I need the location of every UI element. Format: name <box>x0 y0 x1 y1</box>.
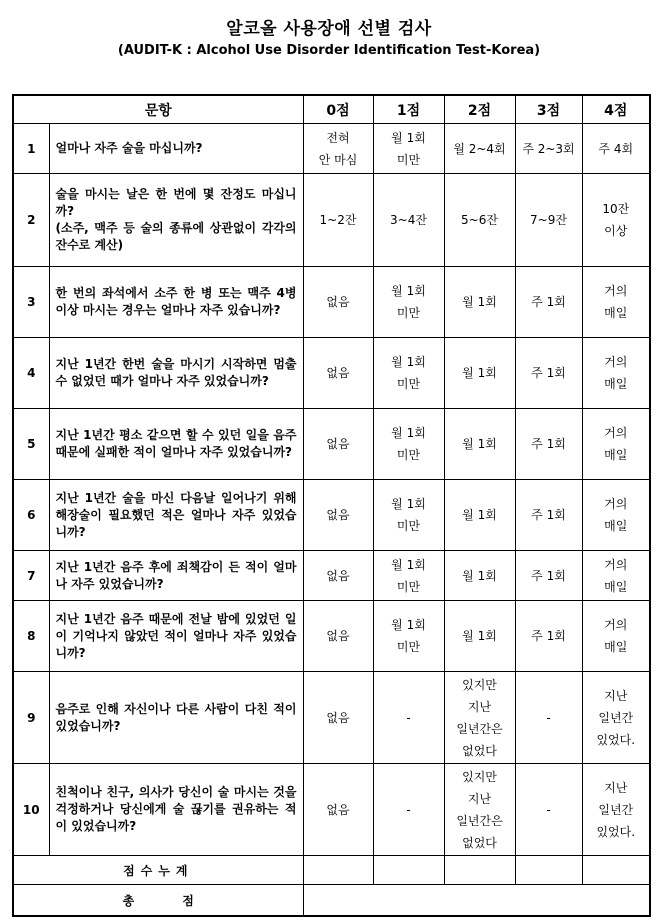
subtotal-cell-1[interactable] <box>373 856 444 885</box>
option-1[interactable]: 월 1회 미만 <box>373 409 444 480</box>
option-1[interactable]: 월 1회 미만 <box>373 267 444 338</box>
option-4[interactable]: 거의 매일 <box>582 480 650 551</box>
option-0[interactable]: 없음 <box>303 338 373 409</box>
total-row <box>13 885 650 917</box>
option-4[interactable]: 지난 일년간 있었다. <box>582 764 650 856</box>
question-number: 6 <box>13 480 49 551</box>
option-0[interactable]: 없음 <box>303 672 373 764</box>
question-text: 얼마나 자주 술을 마십니까? <box>49 124 303 174</box>
page-subtitle: (AUDIT-K : Alcohol Use Disorder Identification Test-Korea) <box>117 43 541 58</box>
question-number: 5 <box>13 409 49 480</box>
subtotal-cell-0[interactable] <box>303 856 373 885</box>
option-0[interactable]: 없음 <box>303 267 373 338</box>
question-number: 1 <box>13 124 49 174</box>
option-4[interactable]: 거의 매일 <box>582 267 650 338</box>
option-1[interactable]: - <box>373 764 444 856</box>
option-1[interactable]: 월 1회 미만 <box>373 480 444 551</box>
subtotal-label: 점수누계 <box>13 856 303 885</box>
option-2[interactable]: 월 2~4회 <box>444 124 515 174</box>
header-score-2: 2점 <box>444 95 515 124</box>
subtotal-row <box>13 856 650 885</box>
option-2[interactable]: 월 1회 <box>444 409 515 480</box>
option-3[interactable]: 주 1회 <box>515 338 582 409</box>
option-2[interactable]: 월 1회 <box>444 267 515 338</box>
option-0[interactable]: 없음 <box>303 764 373 856</box>
subtotal-cell-2[interactable] <box>444 856 515 885</box>
option-1[interactable]: 월 1회 미만 <box>373 601 444 672</box>
question-number: 7 <box>13 551 49 601</box>
question-text: 한 번의 좌석에서 소주 한 병 또는 맥주 4병 이상 마시는 경우는 얼마나 자주 있습니까? <box>49 267 303 338</box>
option-3[interactable]: 주 1회 <box>515 409 582 480</box>
option-0[interactable]: 전혀 안 마심 <box>303 124 373 174</box>
option-3[interactable]: 주 1회 <box>515 551 582 601</box>
option-4[interactable]: 거의 매일 <box>582 409 650 480</box>
option-2[interactable]: 월 1회 <box>444 601 515 672</box>
total-label-b: 점 <box>182 893 194 908</box>
question-text: 지난 1년간 평소 같으면 할 수 있던 일을 음주 때문에 실패한 적이 얼마나 자주 있었습니까? <box>49 409 303 480</box>
question-row-8 <box>13 601 650 672</box>
question-row-5 <box>13 409 650 480</box>
option-4[interactable]: 거의 매일 <box>582 601 650 672</box>
header-score-0: 0점 <box>303 95 373 124</box>
option-3[interactable]: - <box>515 764 582 856</box>
option-2[interactable]: 월 1회 <box>444 480 515 551</box>
option-0[interactable]: 없음 <box>303 601 373 672</box>
header-score-1: 1점 <box>373 95 444 124</box>
audit-table <box>12 94 651 917</box>
question-number: 8 <box>13 601 49 672</box>
option-3[interactable]: - <box>515 672 582 764</box>
question-text: 술을 마시는 날은 한 번에 몇 잔정도 마십니까? (소주, 맥주 등 술의 종류에 상관없이 각각의 잔수로 계산) <box>49 174 303 267</box>
option-3[interactable]: 주 1회 <box>515 480 582 551</box>
question-text: 지난 1년간 음주 때문에 전날 밤에 있었던 일이 기억나지 않았던 적이 얼마나 자주 있었습니까? <box>49 601 303 672</box>
option-3[interactable]: 주 1회 <box>515 267 582 338</box>
option-2[interactable]: 5~6잔 <box>444 174 515 267</box>
question-number: 3 <box>13 267 49 338</box>
question-row-9 <box>13 672 650 764</box>
question-row-1 <box>13 124 650 174</box>
question-row-2 <box>13 174 650 267</box>
question-number: 10 <box>13 764 49 856</box>
page-title: 알코올 사용장애 선별 검사 <box>226 19 432 39</box>
header-score-4: 4점 <box>582 95 650 124</box>
option-4[interactable]: 지난 일년간 있었다. <box>582 672 650 764</box>
question-text: 지난 1년간 한번 술을 마시기 시작하면 멈출 수 없었던 때가 얼마나 자주 있었습니까? <box>49 338 303 409</box>
option-0[interactable]: 없음 <box>303 551 373 601</box>
option-4[interactable]: 거의 매일 <box>582 338 650 409</box>
question-row-7 <box>13 551 650 601</box>
option-0[interactable]: 없음 <box>303 480 373 551</box>
question-number: 4 <box>13 338 49 409</box>
option-0[interactable]: 1~2잔 <box>303 174 373 267</box>
question-row-6 <box>13 480 650 551</box>
question-row-3 <box>13 267 650 338</box>
question-text: 친척이나 친구, 의사가 당신이 술 마시는 것을 걱정하거나 당신에게 술 끊기를 권유하는 적이 있었습니까? <box>49 764 303 856</box>
option-2[interactable]: 있지만 지난 일년간은 없었다 <box>444 764 515 856</box>
option-3[interactable]: 주 1회 <box>515 601 582 672</box>
header-question: 문항 <box>13 95 303 124</box>
total-score-cell[interactable] <box>303 885 650 917</box>
header-score-3: 3점 <box>515 95 582 124</box>
total-label-a: 총 <box>122 893 135 908</box>
question-number: 9 <box>13 672 49 764</box>
question-row-4 <box>13 338 650 409</box>
question-text: 지난 1년간 술을 마신 다음날 일어나기 위해 해장술이 필요했던 적은 얼마나 자주 있었습니까? <box>49 480 303 551</box>
option-2[interactable]: 월 1회 <box>444 338 515 409</box>
question-row-10 <box>13 764 650 856</box>
option-0[interactable]: 없음 <box>303 409 373 480</box>
option-4[interactable]: 거의 매일 <box>582 551 650 601</box>
option-2[interactable]: 있지만 지난 일년간은 없었다 <box>444 672 515 764</box>
option-1[interactable]: 월 1회 미만 <box>373 124 444 174</box>
question-text: 지난 1년간 음주 후에 죄책감이 든 적이 얼마나 자주 있었습니까? <box>49 551 303 601</box>
option-1[interactable]: 월 1회 미만 <box>373 338 444 409</box>
option-3[interactable]: 7~9잔 <box>515 174 582 267</box>
option-4[interactable]: 10잔 이상 <box>582 174 650 267</box>
option-1[interactable]: - <box>373 672 444 764</box>
option-4[interactable]: 주 4회 <box>582 124 650 174</box>
subtotal-cell-3[interactable] <box>515 856 582 885</box>
header-row <box>13 95 650 124</box>
subtotal-cell-4[interactable] <box>582 856 650 885</box>
option-1[interactable]: 3~4잔 <box>373 174 444 267</box>
option-2[interactable]: 월 1회 <box>444 551 515 601</box>
total-label <box>13 885 303 917</box>
option-1[interactable]: 월 1회 미만 <box>373 551 444 601</box>
question-text: 음주로 인해 자신이나 다른 사람이 다친 적이 있었습니까? <box>49 672 303 764</box>
question-number: 2 <box>13 174 49 267</box>
option-3[interactable]: 주 2~3회 <box>515 124 582 174</box>
